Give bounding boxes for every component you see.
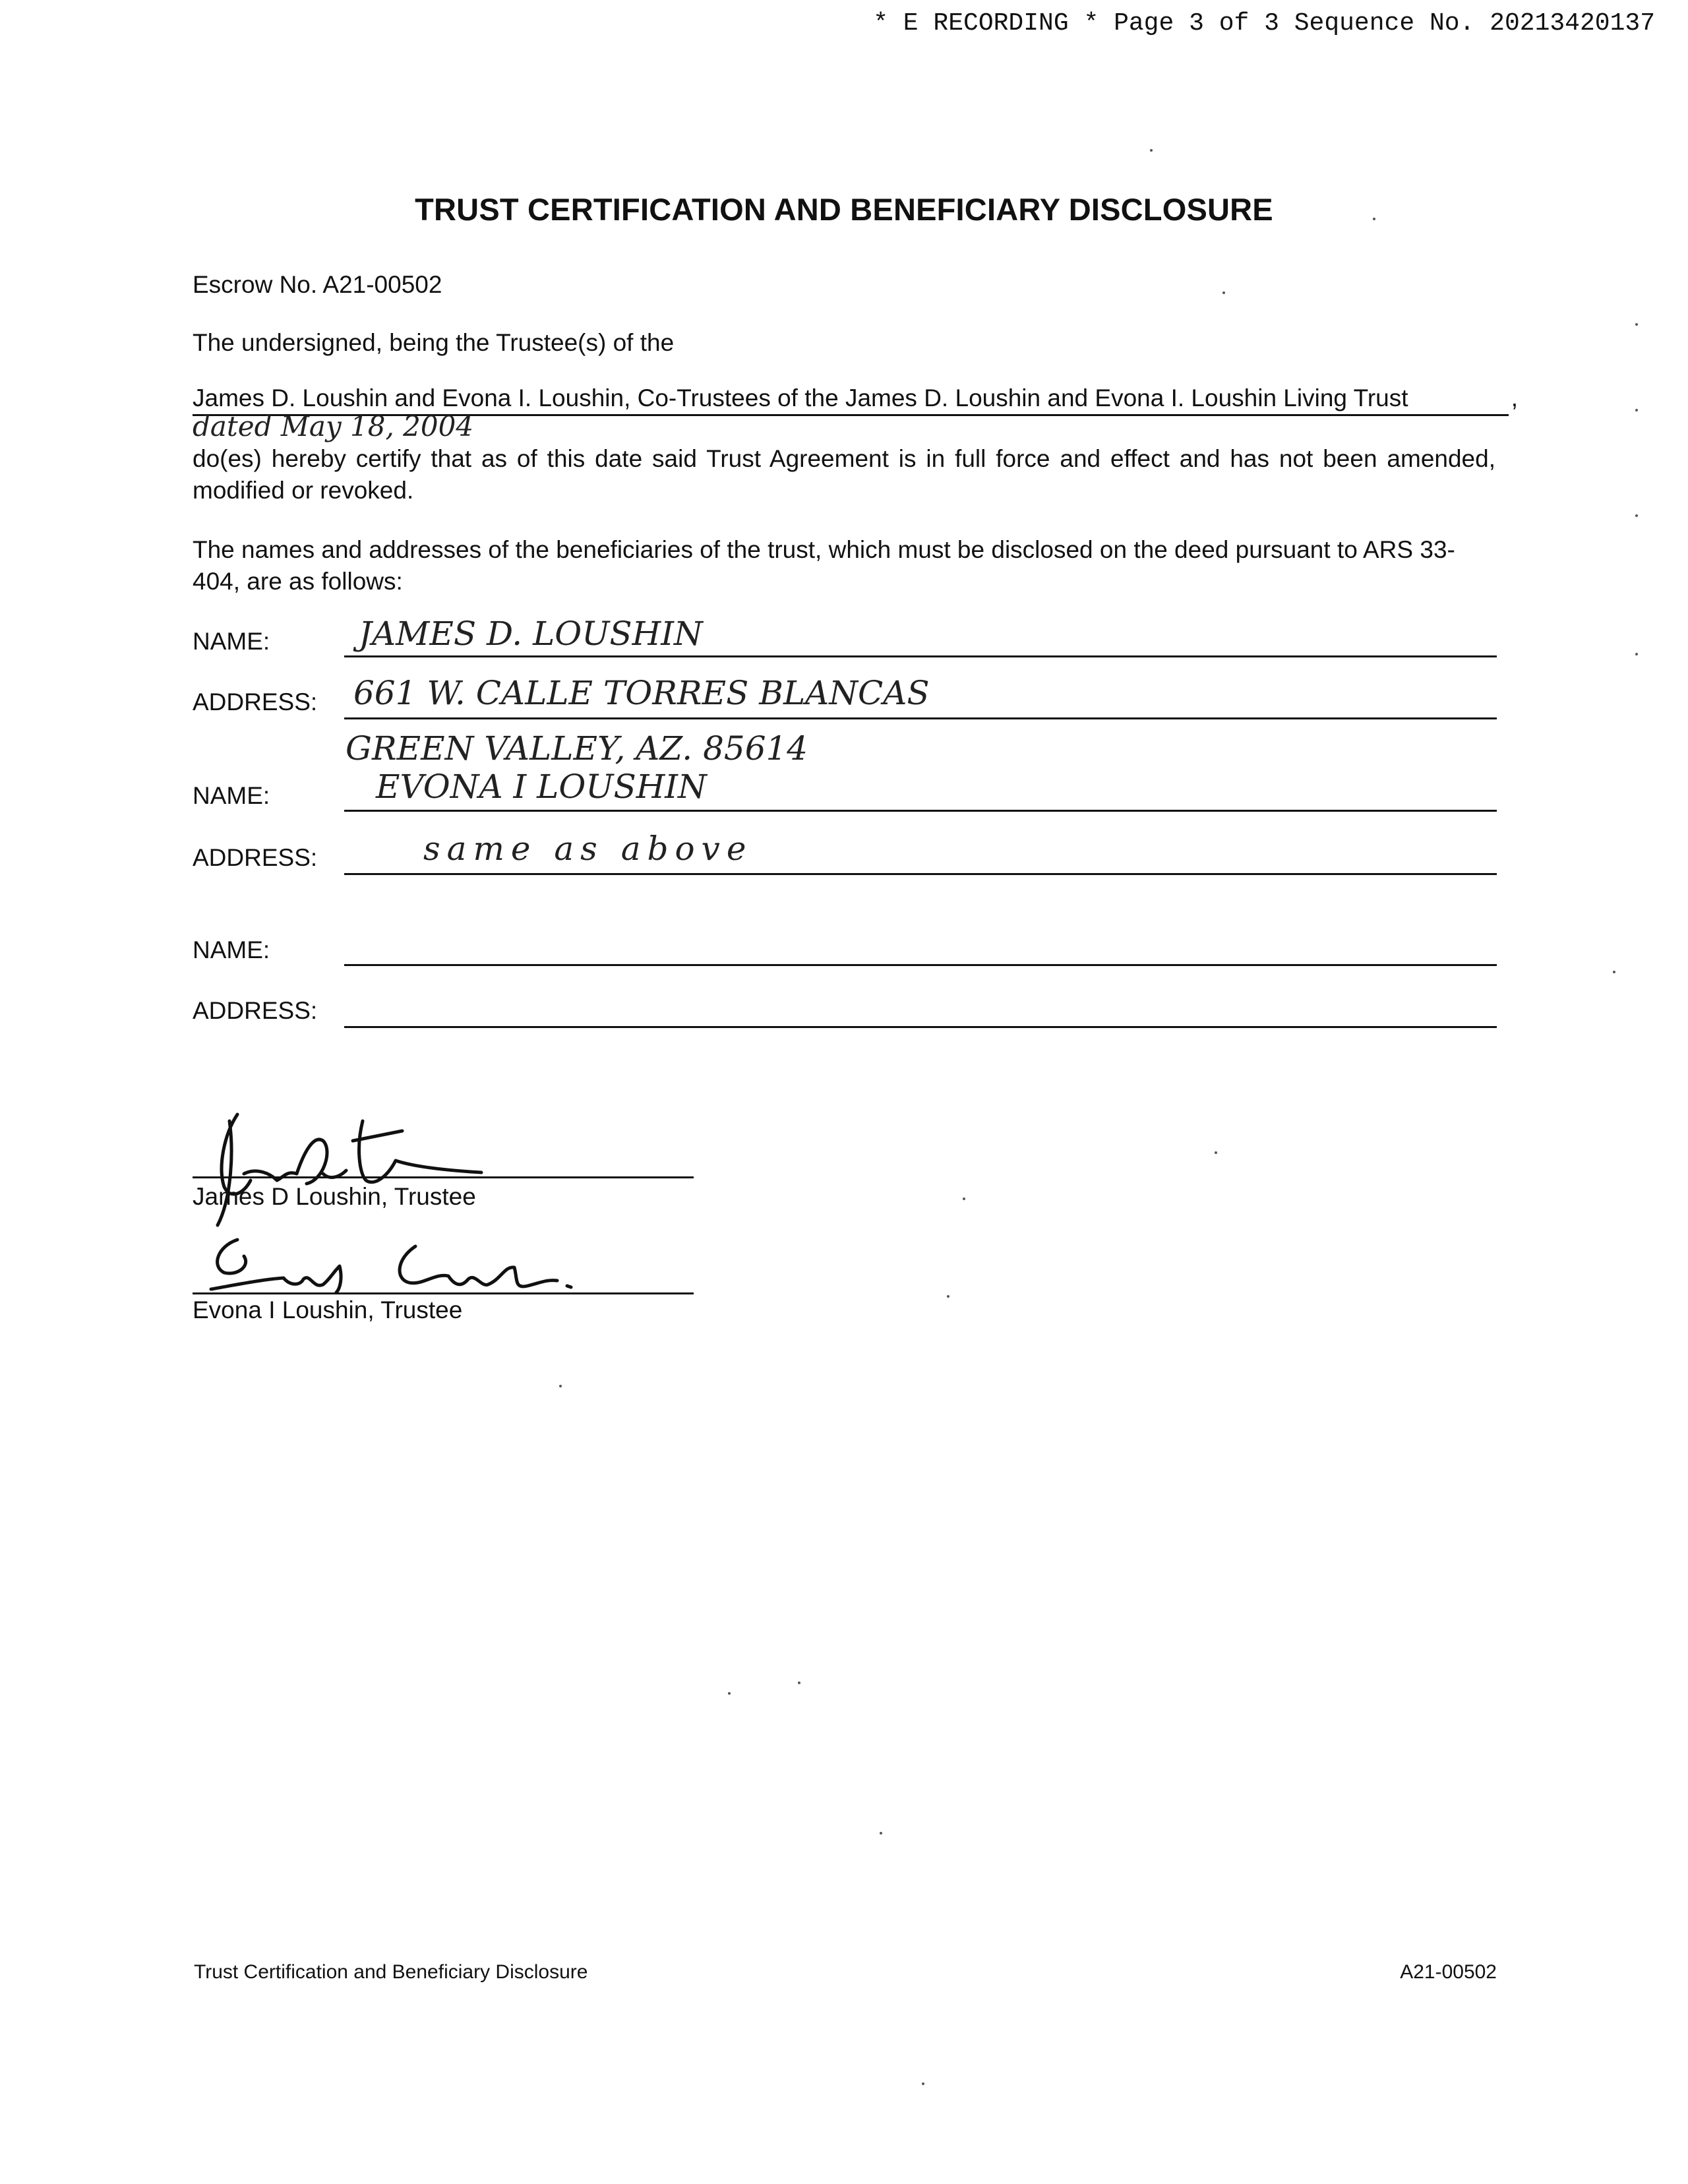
beneficiary-2-address-label: ADDRESS: bbox=[193, 844, 318, 871]
beneficiary-2-name-label: NAME: bbox=[193, 782, 270, 809]
beneficiary-2-address-line1: same as above bbox=[423, 830, 753, 868]
beneficiary-2-address-line bbox=[344, 830, 1497, 875]
scan-speck bbox=[1215, 1151, 1217, 1154]
scan-speck bbox=[1613, 971, 1615, 973]
footer-left: Trust Certification and Beneficiary Disclosure bbox=[194, 1961, 588, 1983]
beneficiary-2-name-value: EVONA I LOUSHIN bbox=[376, 768, 707, 806]
escrow-number: Escrow No. A21-00502 bbox=[193, 271, 442, 298]
beneficiary-1-address-line1: 661 W. CALLE TORRES BLANCAS bbox=[353, 674, 930, 712]
beneficiary-3-name-line bbox=[344, 932, 1497, 966]
beneficiary-1-address-line2: GREEN VALLEY, AZ. 85614 bbox=[346, 729, 808, 768]
scan-speck bbox=[1150, 149, 1153, 152]
beneficiary-3-name-label: NAME: bbox=[193, 936, 270, 963]
scan-speck bbox=[1635, 653, 1638, 655]
beneficiary-2-name-line bbox=[344, 768, 1497, 812]
scan-speck bbox=[1635, 409, 1638, 411]
recording-header: * E RECORDING * Page 3 of 3 Sequence No. 20213420137 bbox=[873, 9, 1655, 38]
signature-1-line bbox=[193, 1176, 694, 1178]
scan-speck bbox=[1635, 514, 1638, 517]
document-title: TRUST CERTIFICATION AND BENEFICIARY DISCLOSURE bbox=[415, 192, 1273, 227]
dated-handwritten: dated May 18, 2004 bbox=[193, 410, 474, 442]
beneficiary-3-address-label: ADDRESS: bbox=[193, 997, 318, 1024]
trust-comma: , bbox=[1511, 384, 1518, 411]
beneficiary-1-name-value: JAMES D. LOUSHIN bbox=[359, 615, 703, 653]
scan-speck bbox=[1222, 291, 1225, 294]
disclosure-text: The names and addresses of the beneficiaries of the trust, which must be disclosed on the deed pursuant to ARS 33-404, are as follows: bbox=[193, 536, 1455, 595]
scan-speck bbox=[728, 1692, 731, 1695]
footer-right: A21-00502 bbox=[1400, 1961, 1497, 1983]
signature-1-label: James D Loushin, Trustee bbox=[193, 1183, 476, 1210]
beneficiary-3-address-line bbox=[344, 994, 1497, 1028]
signature-2-label: Evona I Loushin, Trustee bbox=[193, 1296, 463, 1323]
scan-speck bbox=[559, 1385, 562, 1387]
scan-speck bbox=[963, 1198, 965, 1200]
scan-speck bbox=[947, 1295, 950, 1298]
scan-speck bbox=[1373, 218, 1375, 220]
beneficiary-1-name-line bbox=[344, 615, 1497, 657]
scan-speck bbox=[798, 1682, 800, 1684]
intro-text: The undersigned, being the Trustee(s) of the bbox=[193, 329, 675, 356]
scan-speck bbox=[1635, 323, 1638, 326]
scan-speck bbox=[922, 2082, 924, 2085]
scan-speck bbox=[880, 1832, 882, 1835]
signature-2-line bbox=[193, 1292, 694, 1294]
certify-text: do(es) hereby certify that as of this date said Trust Agreement is in full force and effect and has not been amended, modified or revoked. bbox=[193, 445, 1495, 504]
trust-name: James D. Loushin and Evona I. Loushin, Co-Trustees of the James D. Loushin and Evona I. Loushin Living Trust bbox=[193, 384, 1408, 411]
beneficiary-1-address-label: ADDRESS: bbox=[193, 688, 318, 715]
beneficiary-1-address-line bbox=[344, 674, 1497, 719]
beneficiary-1-name-label: NAME: bbox=[193, 628, 270, 655]
